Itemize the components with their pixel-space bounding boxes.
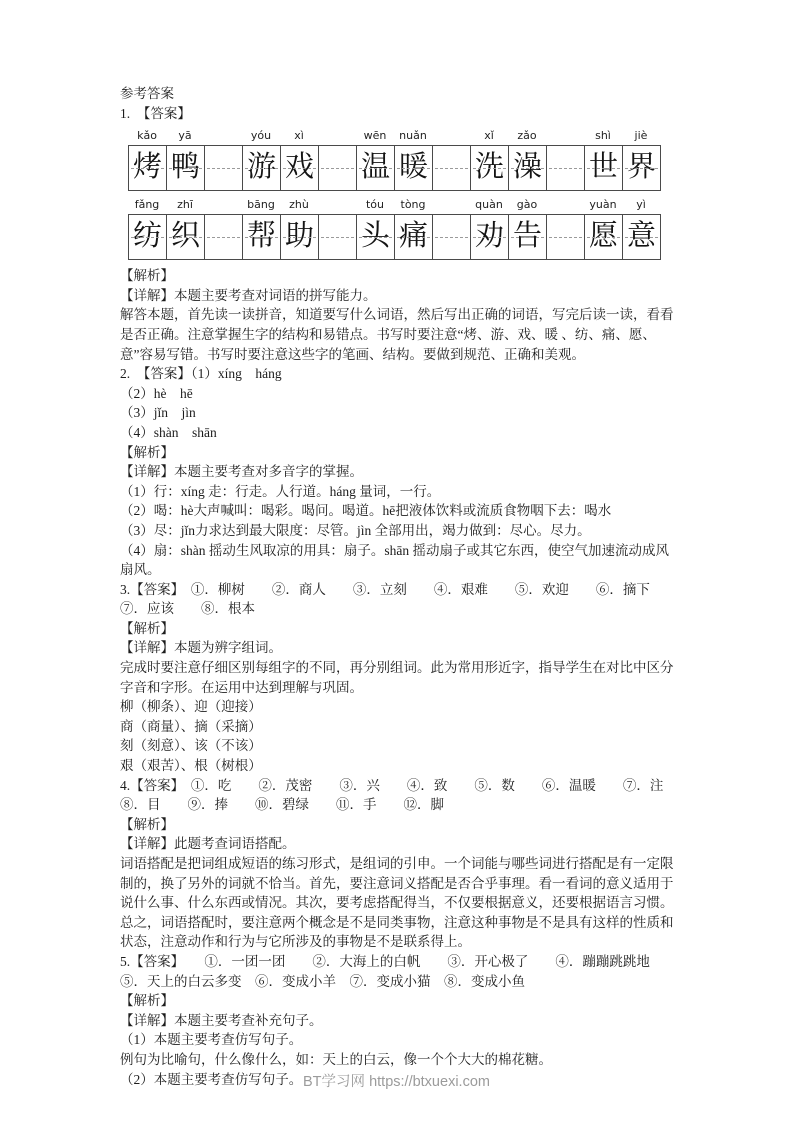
pinyin-syllable: gào <box>516 198 538 212</box>
text-line: 【详解】本题主要考查对词语的拼写能力。 <box>120 287 377 303</box>
question-1-answer-label: 1. 【答案】 <box>120 105 191 121</box>
pinyin-syllable <box>432 196 470 214</box>
pinyin-syllable: yuàn <box>589 198 617 212</box>
grid-cell: 助 <box>281 215 319 260</box>
grid-cell: 帮 <box>243 215 281 260</box>
pinyin-syllable: shì <box>595 129 611 143</box>
pinyin-syllable: tóu <box>365 198 384 212</box>
pinyin-syllable <box>546 127 584 145</box>
text-line: （2）hè hē <box>120 385 193 401</box>
text-line: 完成时要注意仔细区别每组字的不同，再分别组词。此为常用形近字，指导学生在对比中区分字音和字形。在运用中达到理解与巩固。 <box>120 660 674 695</box>
pinyin-syllable <box>432 127 470 145</box>
pinyin-syllable: yā <box>178 129 192 143</box>
grid-cell <box>205 146 243 191</box>
text-line: 【详解】本题主要考查补充句子。 <box>120 1012 323 1028</box>
answer-grid <box>128 127 662 260</box>
page-title: 参考答案 <box>120 86 174 101</box>
text-line: （4）扇：shàn 摇动生风取凉的用具：扇子。shān 摇动扇子或其它东西，使空气加速流动成风扇风。 <box>120 542 669 578</box>
grid-cell: 世 <box>585 146 623 191</box>
pinyin-syllable: zhù <box>289 198 309 212</box>
grid-cell: 织 <box>167 215 205 260</box>
text-line: 例句为比喻句，什么像什么，如：天上的白云，像一个个大大的棉花糖。 <box>120 1051 552 1067</box>
text-line: （3）jǐn jìn <box>120 405 196 421</box>
pinyin-syllable: xì <box>294 129 304 143</box>
grid-cell: 洗 <box>471 146 509 191</box>
text-line: （1）行：xíng 走：行走。人行道。háng 量词，一行。 <box>120 483 441 499</box>
text-line: 柳（柳条）、迎（迎接） <box>120 699 262 715</box>
text-line: （2）喝：hè大声喊叫：喝彩。喝问。喝道。hē把液体饮料或流质食物咽下去：喝水 <box>120 503 612 519</box>
text-line: 【解析】 <box>120 444 174 460</box>
text-line: 艰（艰苦）、根（树根） <box>120 758 262 774</box>
pinyin-syllable: yì <box>636 198 646 212</box>
pinyin-syllable: fǎng <box>134 198 160 212</box>
site-watermark[interactable]: BT学习网 https://btxuexi.com <box>303 1074 490 1090</box>
text-line: 【详解】此题考查词语搭配。 <box>120 836 296 852</box>
text-line: 【解析】 <box>120 816 174 832</box>
grid-cell: 意 <box>623 215 661 260</box>
text-line: 解答本题，首先读一读拼音，知道要写什么词语，然后写出正确的词语，写完后读一读，看看是否正确。注意掌握生字的结构和易错点。书写时要注意“烤、游、戏、暖 、纺、痛、愿、意”容易写错。书写时要注意这些字的笔画、结构。要做到规范、正确和美观。 <box>120 307 674 362</box>
character-row <box>128 214 661 260</box>
pinyin-syllable: bāng <box>247 198 275 212</box>
pinyin-syllable: jiè <box>634 129 648 143</box>
pinyin-syllable <box>318 127 356 145</box>
pinyin-row <box>128 196 662 214</box>
pinyin-syllable: zhī <box>177 198 193 212</box>
grid-cell: 痛 <box>395 215 433 260</box>
grid-cell <box>547 215 585 260</box>
text-line: 刻（刻意）、该（不该） <box>120 738 262 754</box>
grid-cell <box>319 215 357 260</box>
grid-cell: 纺 <box>129 215 167 260</box>
grid-cell: 告 <box>509 215 547 260</box>
text-line: 【解析】 <box>120 993 174 1009</box>
text-line: 商（商量）、摘（采摘） <box>120 718 262 734</box>
text-line: （4）shàn shān <box>120 424 217 440</box>
pinyin-syllable <box>318 196 356 214</box>
pinyin-syllable: tòng <box>400 198 426 212</box>
grid-cell: 烤 <box>129 146 167 191</box>
pinyin-syllable: kǎo <box>137 129 157 143</box>
grid-cell <box>433 215 471 260</box>
grid-cell <box>205 215 243 260</box>
grid-cell: 暖 <box>395 146 433 191</box>
grid-cell: 温 <box>357 146 395 191</box>
grid-cell <box>319 146 357 191</box>
grid-cell: 游 <box>243 146 281 191</box>
document-body <box>120 84 677 1089</box>
grid-cell: 澡 <box>509 146 547 191</box>
character-row <box>128 145 661 191</box>
pinyin-syllable <box>204 196 242 214</box>
pinyin-row <box>128 127 662 145</box>
text-line: （2）本题主要考查仿写句子。 <box>120 1071 303 1087</box>
answer-text-lines <box>120 266 677 1089</box>
text-line: 【详解】本题为辨字组词。 <box>120 640 282 656</box>
pinyin-syllable <box>546 196 584 214</box>
grid-cell: 头 <box>357 215 395 260</box>
pinyin-syllable: wēn <box>363 129 387 143</box>
text-line: 3.【答案】 ①．柳树 ②．商人 ③．立刻 ④．艰难 ⑤．欢迎 ⑥．摘下 ⑦．应该 ⑧．根本 <box>120 581 664 617</box>
grid-cell: 界 <box>623 146 661 191</box>
text-line: 4.【答案】 ①．吃 ②．茂密 ③．兴 ④．致 ⑤．数 ⑥．温暖 ⑦．注 ⑧．目 ⑨．捧 ⑩．碧绿 ⑪．手 ⑫．脚 <box>120 777 677 813</box>
pinyin-syllable <box>204 127 242 145</box>
pinyin-syllable: xǐ <box>484 129 494 143</box>
text-line: （1）本题主要考查仿写句子。 <box>120 1032 303 1048</box>
grid-row <box>128 196 662 260</box>
grid-cell: 劝 <box>471 215 509 260</box>
text-line: 2. 【答案】（1）xíng háng <box>120 366 282 382</box>
text-line: 【解析】 <box>120 268 174 284</box>
grid-cell <box>433 146 471 191</box>
text-line: 【解析】 <box>120 620 174 636</box>
pinyin-syllable: yóu <box>250 129 272 143</box>
text-line: 5.【答案】 ①．一团一团 ②．大海上的白帆 ③．开心极了 ④．蹦蹦跳跳地 ⑤．天上的白云多变 ⑥．变成小羊 ⑦．变成小猫 ⑧．变成小鱼 <box>120 953 664 989</box>
grid-cell <box>547 146 585 191</box>
pinyin-syllable: nuǎn <box>399 129 427 143</box>
grid-row <box>128 127 662 191</box>
pinyin-syllable: zǎo <box>517 129 537 143</box>
pinyin-syllable: quàn <box>475 198 503 212</box>
text-line: （3）尽：jǐn力求达到最大限度：尽管。jìn 全部用出，竭力做到：尽心。尽力。 <box>120 522 591 538</box>
grid-cell: 戏 <box>281 146 319 191</box>
grid-cell: 愿 <box>585 215 623 260</box>
text-line: 词语搭配是把词组成短语的练习形式，是组词的引申。一个词能与哪些词进行搭配是有一定限制的，换了另外的词就不恰当。首先，要注意词义搭配是否合乎事理。看一看词的意义适用于说什么事、什么东西或情况。其次，要考虑搭配得当，不仅要根据意义，还要根据语言习惯。总之，词语搭配时，要注意两个概念是不是同类事物，注意这种事物是不是具有这样的性质和状态，注意动作和行为与它所涉及的事物是不是联系得上。 <box>120 856 674 950</box>
text-line: 【详解】本题主要考查对多音字的掌握。 <box>120 464 363 480</box>
grid-cell: 鸭 <box>167 146 205 191</box>
